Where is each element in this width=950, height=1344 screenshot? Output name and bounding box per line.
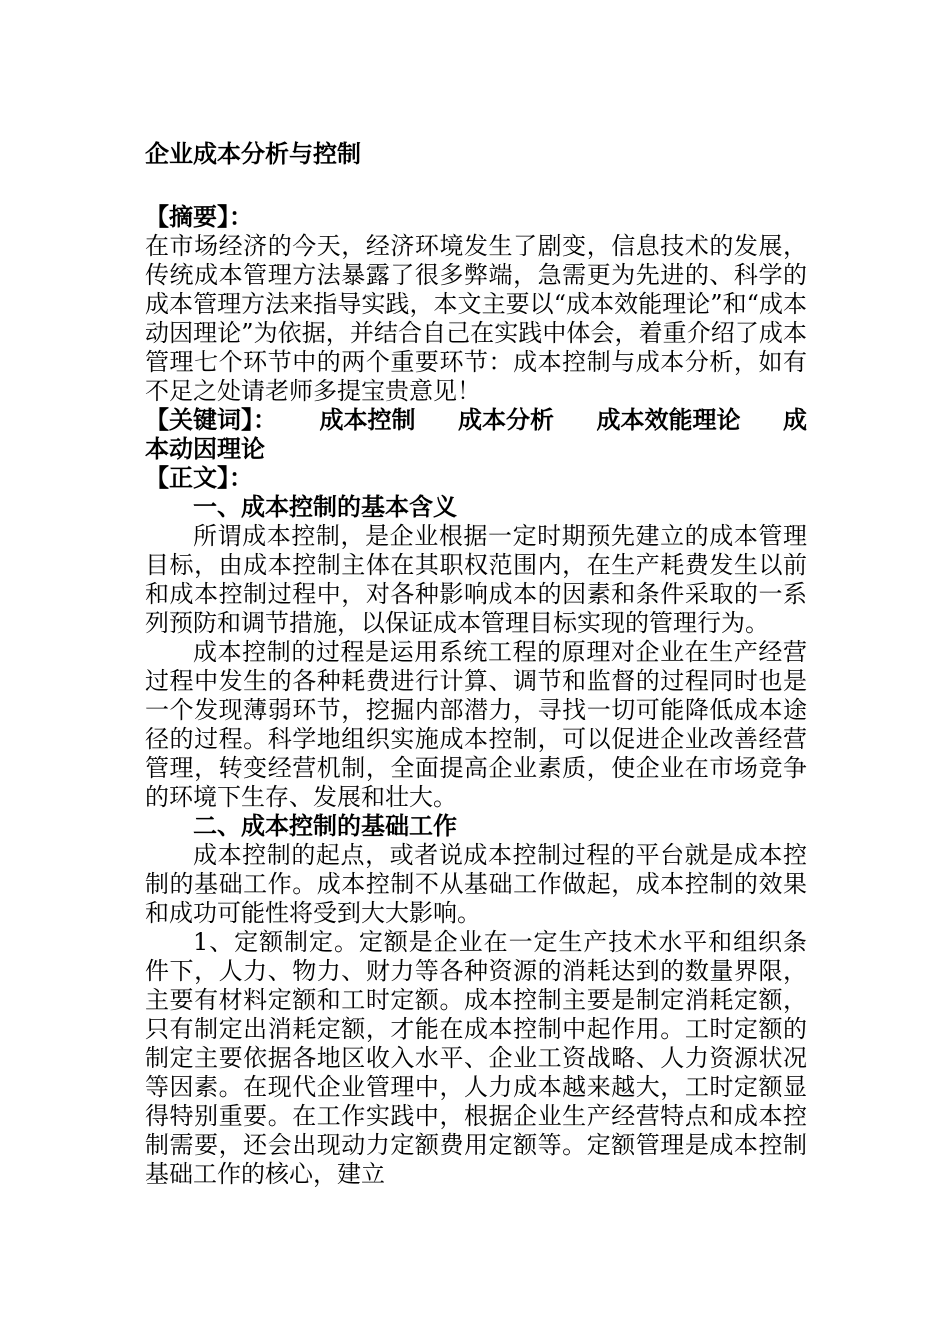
document-page [145,140,807,1189]
keyword-item: 成 [783,406,807,434]
abstract-text: 在市场经济的今天，经济环境发生了剧变，信息技术的发展，传统成本管理方法暴露了很多弊端，急需更为先进的、科学的成本管理方法来指导实践，本文主要以“成本效能理论”和“成本动因理论”为依据，并结合自己在实践中体会，着重介绍了成本管理七个环节中的两个重要环节：成本控制与成本分析，如有不足之处请老师多提宝贵意见！ [145,232,807,405]
document-title: 企业成本分析与控制 [145,140,361,168]
abstract-label-text: 【摘要】： [145,203,253,231]
section-heading-2: 二、成本控制的基础工作 [193,812,457,840]
section2-paragraph-2: 1、定额制定。定额是企业在一定生产技术水平和组织条件下，人力、物力、财力等各种资源的消耗达到的数量界限，主要有材料定额和工时定额。成本控制主要是制定消耗定额，只有制定出消耗定额，才能在成本控制中起作用。工时定额的制定主要依据各地区收入水平、企业工资战略、人力资源状况等因素。在现代企业管理中，人力成本越来越大，工时定额显得特别重要。在工作实践中，根据企业生产经营特点和成本控制需要，还会出现动力定额费用定额等。定额管理是成本控制基础工作的核心，建立 [145,928,807,1188]
keyword-item: 成本分析 [458,406,554,434]
section1-paragraph-2: 成本控制的过程是运用系统工程的原理对企业在生产经营过程中发生的各种耗费进行计算、调节和监督的过程同时也是一个发现薄弱环节，挖掘内部潜力，寻找一切可能降低成本途径的过程。科学地组织实施成本控制，可以促进企业改善经营管理，转变经营机制，全面提高企业素质，使企业在市场竞争的环境下生存、发展和壮大。 [145,638,807,811]
abstract-label [145,203,807,232]
keywords-line-2: 本动因理论 [145,435,265,463]
section1-paragraph-1: 所谓成本控制，是企业根据一定时期预先建立的成本管理目标，由成本控制主体在其职权范围内，在生产耗费发生以前和成本控制过程中，对各种影响成本的因素和条件采取的一系列预防和调节措施，以保证成本管理目标实现的管理行为。 [145,522,807,637]
keyword-item: 成本效能理论 [596,406,741,434]
keywords-line [145,406,807,435]
section-heading-1: 一、成本控制的基本含义 [193,493,457,521]
keywords-label: 【关键词】： [145,406,277,434]
body-label [145,464,807,493]
keyword-item: 成本控制 [319,406,416,434]
body-label-text: 【正文】： [145,464,253,492]
section2-paragraph-1: 成本控制的起点，或者说成本控制过程的平台就是成本控制的基础工作。成本控制不从基础工作做起，成本控制的效果和成功可能性将受到大大影响。 [145,841,807,927]
